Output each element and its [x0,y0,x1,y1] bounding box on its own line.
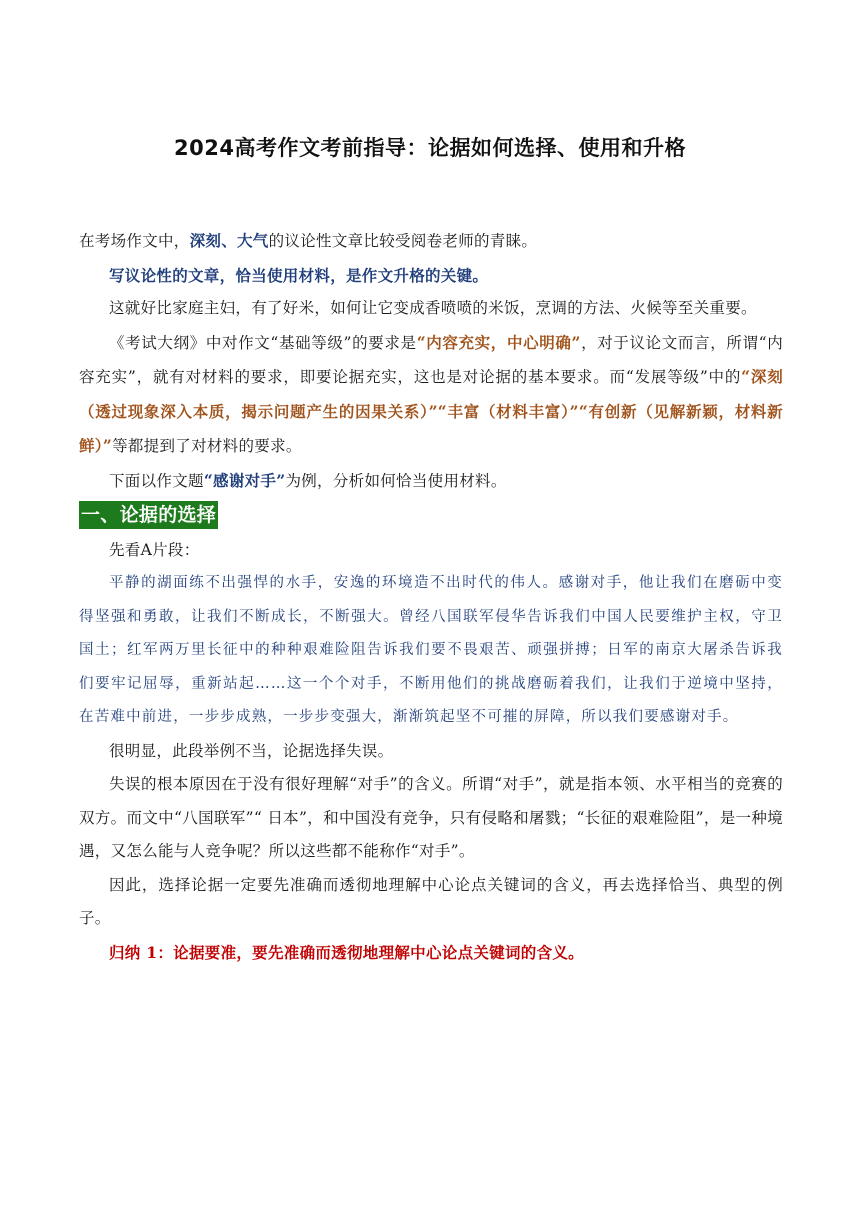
text: 在考场作文中， [79,232,190,250]
paragraph-example-intro [79,464,783,499]
paragraph-conclusion: 因此，选择论据一定要先准确而透彻地理解中心论点关键词的含义，再去选择恰当、典型的例子。 [79,875,783,927]
text: 的议论性文章比较受阅卷老师的青睐。 [268,232,538,250]
paragraph-fragment-a-label: 先看A片段： [109,540,200,559]
emphasis-text: “丰富（材料丰富）” [437,401,579,421]
page-title: 2024高考作文考前指导：论据如何选择、使用和升格 [174,136,686,160]
text: 为例，分析如何恰当使用材料。 [285,471,507,490]
emphasis-text: “有创新（见解新颖，材料新鲜）” [79,401,783,455]
paragraph-reason: 失误的根本原因在于没有很好理解“对手”的含义。所谓“对手”，就是指本领、水平相当的竞赛的双方。而文中“八国联军”“ 日本”，和中国没有竞争，只有侵略和屠戮；“长征的艰难险阻”，是一种境遇，又怎么能与人竞争呢？所以这些都不能称作“对手”。 [79,775,783,860]
section-heading-wrapper [79,498,783,534]
emphasis-text: “内容充实，中心明确” [416,332,581,352]
paragraph-judgment: 很明显，此段举例不当，论据选择失误。 [109,741,394,760]
quoted-fragment-a: 平静的湖面练不出强悍的水手，安逸的环境造不出时代的伟人。感谢对手，他让我们在磨砺中变得坚强和勇敢，让我们不断成长，不断强大。曾经八国联军侵华告诉我们中国人民要维护主权，守卫国土；红军两万里长征中的种种艰难险阻告诉我们要不畏艰苦、顽强拼搏；日军的南京大屠杀告诉我们要牢记屈辱，重新站起……这一个个对手，不断用他们的挑战磨砺着我们，让我们于逆境中坚持，在苦难中前进，一步步成熟，一步步变强大，渐渐筑起坚不可摧的屏障，所以我们要感谢对手。 [79,575,783,725]
paragraph-key-point: 写议论性的文章，恰当使用材料，是作文升格的关键。 [109,265,489,285]
text: 《考试大纲》中对作文“基础等级”的要求是 [109,333,417,352]
emphasis-text: 深刻、大气 [189,231,269,250]
text: 下面以作文题 [109,471,204,490]
text: 等都提到了对材料的要求。 [112,437,302,455]
text: ，对于议论文而言，所谓“内容充实”，就有对材料的要求，即要论据充实，这也是对论据的基本要求。而“发展等级”中的 [79,333,783,386]
emphasis-text: “深刻（透过现象深入本质，揭示问题产生的因果关系）” [79,367,784,421]
paragraph-intro [79,224,783,259]
paragraph-syllabus [79,326,783,464]
paragraph-analogy: 这就好比家庭主妇，有了好米，如何让它变成香喷喷的米饭，烹调的方法、火候等至关重要。 [109,299,757,317]
summary-point-1: 归纳 1：论据要准，要先准确而透彻地理解中心论点关键词的含义。 [109,942,584,962]
section-heading: 一、论据的选择 [79,501,218,529]
emphasis-text: “感谢对手” [203,470,286,490]
document-body [79,224,783,969]
